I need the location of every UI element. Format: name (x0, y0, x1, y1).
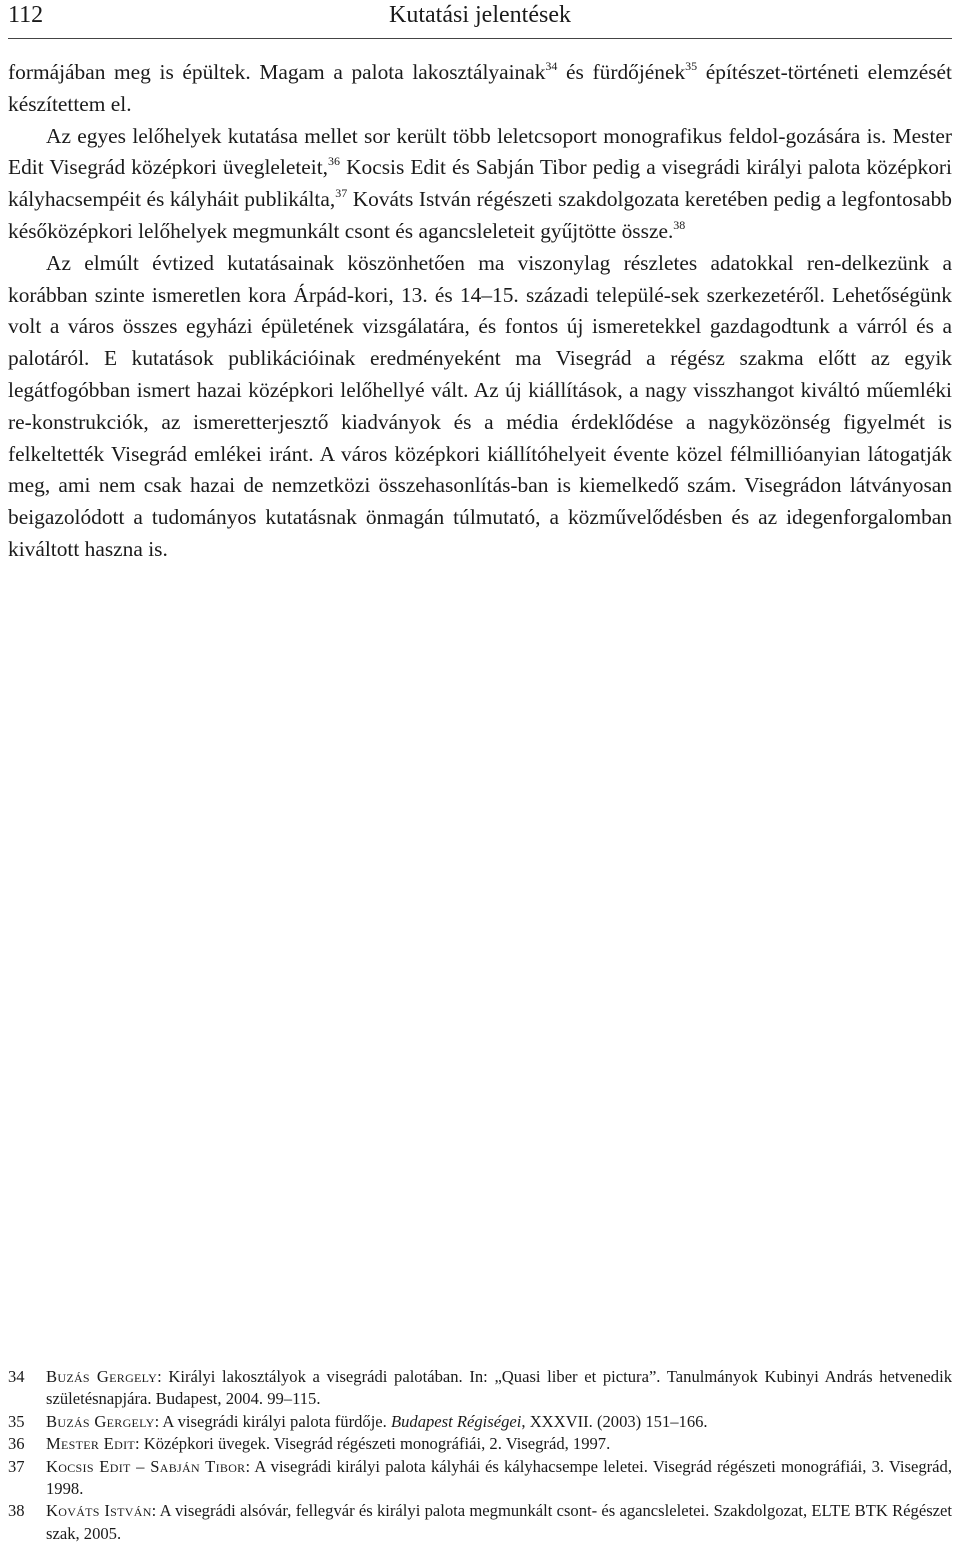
footnotes (8, 1366, 952, 1545)
footnote-author: Mester Edit (46, 1434, 135, 1454)
footnote-citation: : A visegrádi királyi palota kályhái és kályhacsempe leletei. Visegrád régészeti monográfiái, 3. Visegrád, 1998. (46, 1456, 952, 1499)
footnote-36 (8, 1433, 952, 1455)
footnote-text (46, 1411, 952, 1433)
footnote-ref-35[interactable]: 35 (685, 59, 698, 73)
paragraph-text: építészet-történeti elemzését készítettem el. (8, 60, 952, 116)
footnote-text (46, 1456, 952, 1501)
footnote-number: 34 (8, 1367, 25, 1386)
paragraph-text: formájában meg is épültek. Magam a palota lakosztályainak (8, 60, 546, 84)
footnote-number: 38 (8, 1501, 25, 1521)
footnote-journal: Budapest Régiségei (390, 1411, 522, 1431)
footnote-author: Buzás Gergely (46, 1411, 155, 1431)
footnote-citation: : Királyi lakosztályok a visegrádi palotában. In: „Quasi liber et pictura”. Tanulmányok Kubinyi András hetvenedik születésnapjára. Budapest, 2004. 99–115. (46, 1367, 952, 1409)
paragraph-1 (8, 57, 952, 121)
paragraph-2 (8, 121, 952, 248)
footnote-author: Buzás Gergely (46, 1367, 158, 1386)
footnote-number: 37 (8, 1456, 25, 1476)
footnote-ref-36[interactable]: 36 (328, 154, 341, 169)
footnote-citation: : A visegrádi királyi palota fürdője. (154, 1411, 391, 1431)
page-number: 112 (8, 2, 44, 28)
footnote-35 (8, 1411, 952, 1433)
footnote-ref-37[interactable]: 37 (335, 186, 348, 201)
footnote-text (46, 1500, 952, 1545)
footnote-text (46, 1366, 952, 1411)
body-text (8, 57, 952, 566)
footnote-author: Kocsis Edit – Sabján Tibor (46, 1456, 246, 1476)
paragraph-3: Az elmúlt évtized kutatásainak köszönhetően ma viszonylag részletes adatokkal ren-delkezünk a korábban szinte ismeretlen kora Árpád-kori, 13. és 14–15. századi települé-sek szerkezetéről. Lehetőségünk volt a város összes egyházi épületének vizsgálatára, és fontos új ismeretekkel gazdagodtunk a várról és a palotáról. E kutatások publikációinak eredményeként ma Visegrád a régész szakma előtt az egyik legátfogóbban ismert hazai középkori lelőhellyé vált. Az új kiállítások, a nagy visszhangot kiváltó műemléki re-konstrukciók, az ismeretterjesztő kiadványok és a média érdeklődése a nagyközönség figyelmét is felkeltették Visegrád emlékei iránt. A város középkori kiállítóhelyeit évente közel félmillióanyian látogatják meg, ami nem csak hazai de nemzetközi összehasonlítás-ban is kiemelkedő szám. Visegrádon látványosan beigazolódott a tudományos kutatásnak önmagán túlmutató, a közművelődésben és az idegenforgalomban kiváltott haszna is. (8, 250, 952, 561)
paragraph-text: Az egyes lelőhelyek kutatása mellet sor került több leletcsoport monografikus feldol-gozására is. Mester Edit Visegrád középkori üvegleleteit, (8, 123, 952, 180)
footnote-number: 35 (8, 1411, 25, 1431)
paragraph-text: Kováts István régészeti szakdolgozata keretében pedig a legfontosabb későközépkori lelőhelyek megmunkált csont és agancsleleteit gyűjtötte össze. (8, 187, 952, 243)
footnote-citation: : Középkori üvegek. Visegrád régészeti monográfiái, 2. Visegrád, 1997. (135, 1434, 611, 1454)
paragraph-text: és fürdőjének (557, 60, 686, 84)
page-header (8, 0, 952, 39)
footnote-citation: : A visegrádi alsóvár, fellegvár és királyi palota megmunkált csont- és agancsleletei. Szakdolgozat, ELTE BTK Régészet szak, 2005. (46, 1501, 952, 1543)
paragraph-text: Kocsis Edit és Sabján Tibor pedig a visegrádi királyi palota középkori kályhacsempéit és kályháit publikálta, (8, 155, 952, 212)
footnote-38 (8, 1500, 952, 1545)
footnote-37 (8, 1456, 952, 1501)
footnote-ref-38[interactable]: 38 (673, 217, 686, 232)
running-title: Kutatási jelentések (389, 2, 571, 28)
footnote-34 (8, 1366, 952, 1411)
footnote-citation: , XXXVII. (2003) 151–166. (521, 1411, 708, 1431)
footnote-number: 36 (8, 1434, 25, 1454)
footnote-author: Kováts István (46, 1501, 152, 1521)
footnote-text (46, 1433, 952, 1455)
footnote-ref-34[interactable]: 34 (545, 59, 558, 73)
